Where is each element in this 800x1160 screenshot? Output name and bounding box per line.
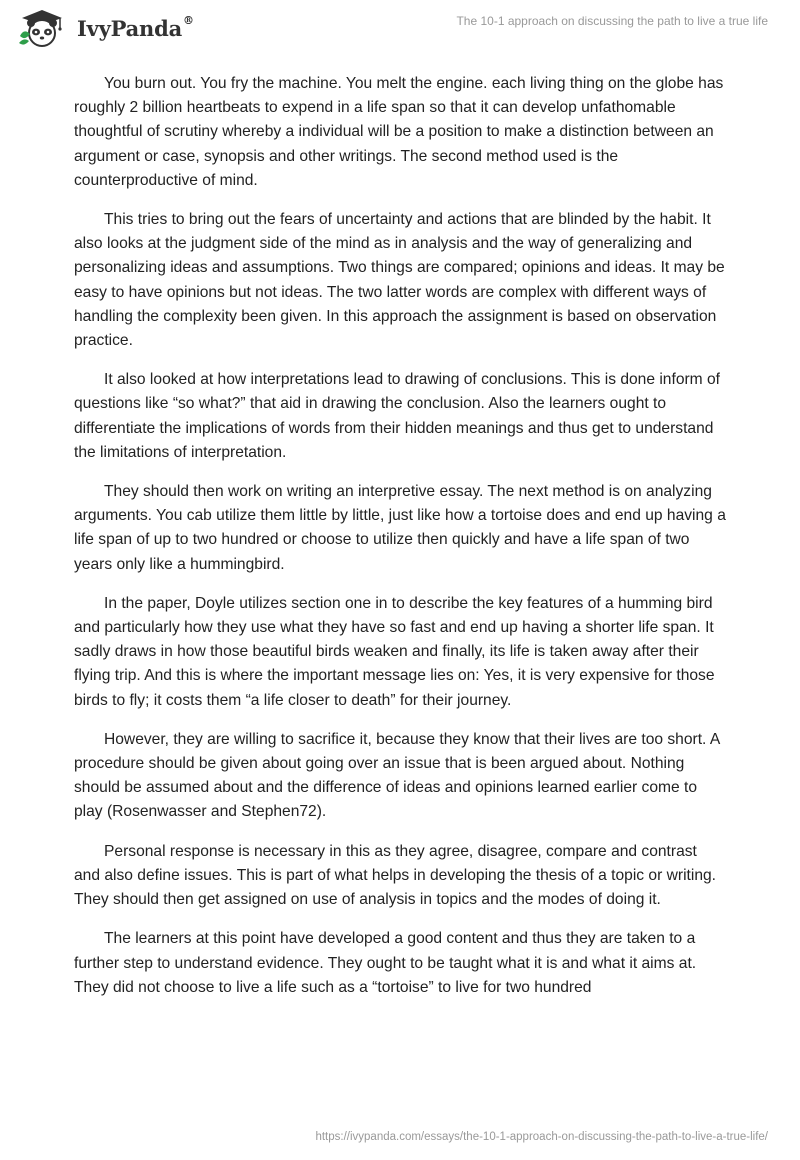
paragraph: The learners at this point have developed a good content and thus they are taken to a further step to understand evidence. They ought to be taught what it is and what it aims at. They did not choose to live a life such as a “tortoise” to live for two hundred (74, 930, 697, 996)
paragraph: It also looked at how interpretations lead to drawing of conclusions. This is done inform of questions like “so what?” that aid in drawing the conclusion. Also the learners ought to differentiate the implications of words from their hidden meanings and thus get to understand the limitations of interpretation. (74, 371, 721, 461)
paragraph: This tries to bring out the fears of uncertainty and actions that are blinded by the habit. It also looks at the judgment side of the mind as in analysis and the way of generalizing and personalizing ideas and assumptions. Two things are compared; opinions and ideas. It may be easy to have opinions but not ideas. The two latter words are complex with different ways of handling the complexity been given. In this approach the assignment is based on observation practice. (74, 211, 725, 350)
page-header (0, 0, 800, 60)
paragraph: However, they are willing to sacrifice it, because they know that their lives are too short. A procedure should be given about going over an issue that is been argued about. Nothing should be assumed about and the difference of ideas and opinions learned earlier come to play (Rosenwasser and Stephen72). (74, 730, 720, 821)
paragraph: In the paper, Doyle utilizes section one in to describe the key features of a humming bird and particularly how they use what they have so fast and end up having a shorter life span. It sadly draws in how those beautiful birds weaken and finally, its life is taken away after their flying trip. And this is where the important message lies on: Yes, it is very expensive for those birds to fly; it costs them “a life closer to death” for their journey. (74, 594, 715, 709)
source-url[interactable]: https://ivypanda.com/essays/the-10-1-approach-on-discussing-the-path-to-live-a-true-life/ (315, 1131, 768, 1143)
brand-name: IvyPanda® (77, 13, 194, 41)
paragraph: You burn out. You fry the machine. You melt the engine. each living thing on the globe has roughly 2 billion heartbeats to expend in a life span so that it can develop unfathomable thoughtful of scrutiny whereby a individual will be a position to make a distinction between an argument or case, synopsis and other writings. The second method used is the counterproductive of mind. (74, 75, 724, 189)
paragraph: They should then work on writing an interpretive essay. The next method is on analyzing arguments. You cab utilize them little by little, just like how a tortoise does and end up having a life span of up to two hundred or choose to utilize then quickly and have a life span of two years only like a hummingbird. (74, 483, 726, 573)
panda-logo-icon (16, 8, 72, 48)
essay-body (74, 72, 726, 1015)
paragraph: Personal response is necessary in this as they agree, disagree, compare and contrast and also define issues. This is part of what helps in developing the thesis of a topic or writing. They should then get assigned on use of analysis in topics and the modes of doing it. (74, 842, 717, 909)
document-title: The 10-1 approach on discussing the path to live a true life (456, 14, 768, 28)
brand-logo[interactable] (16, 8, 194, 48)
